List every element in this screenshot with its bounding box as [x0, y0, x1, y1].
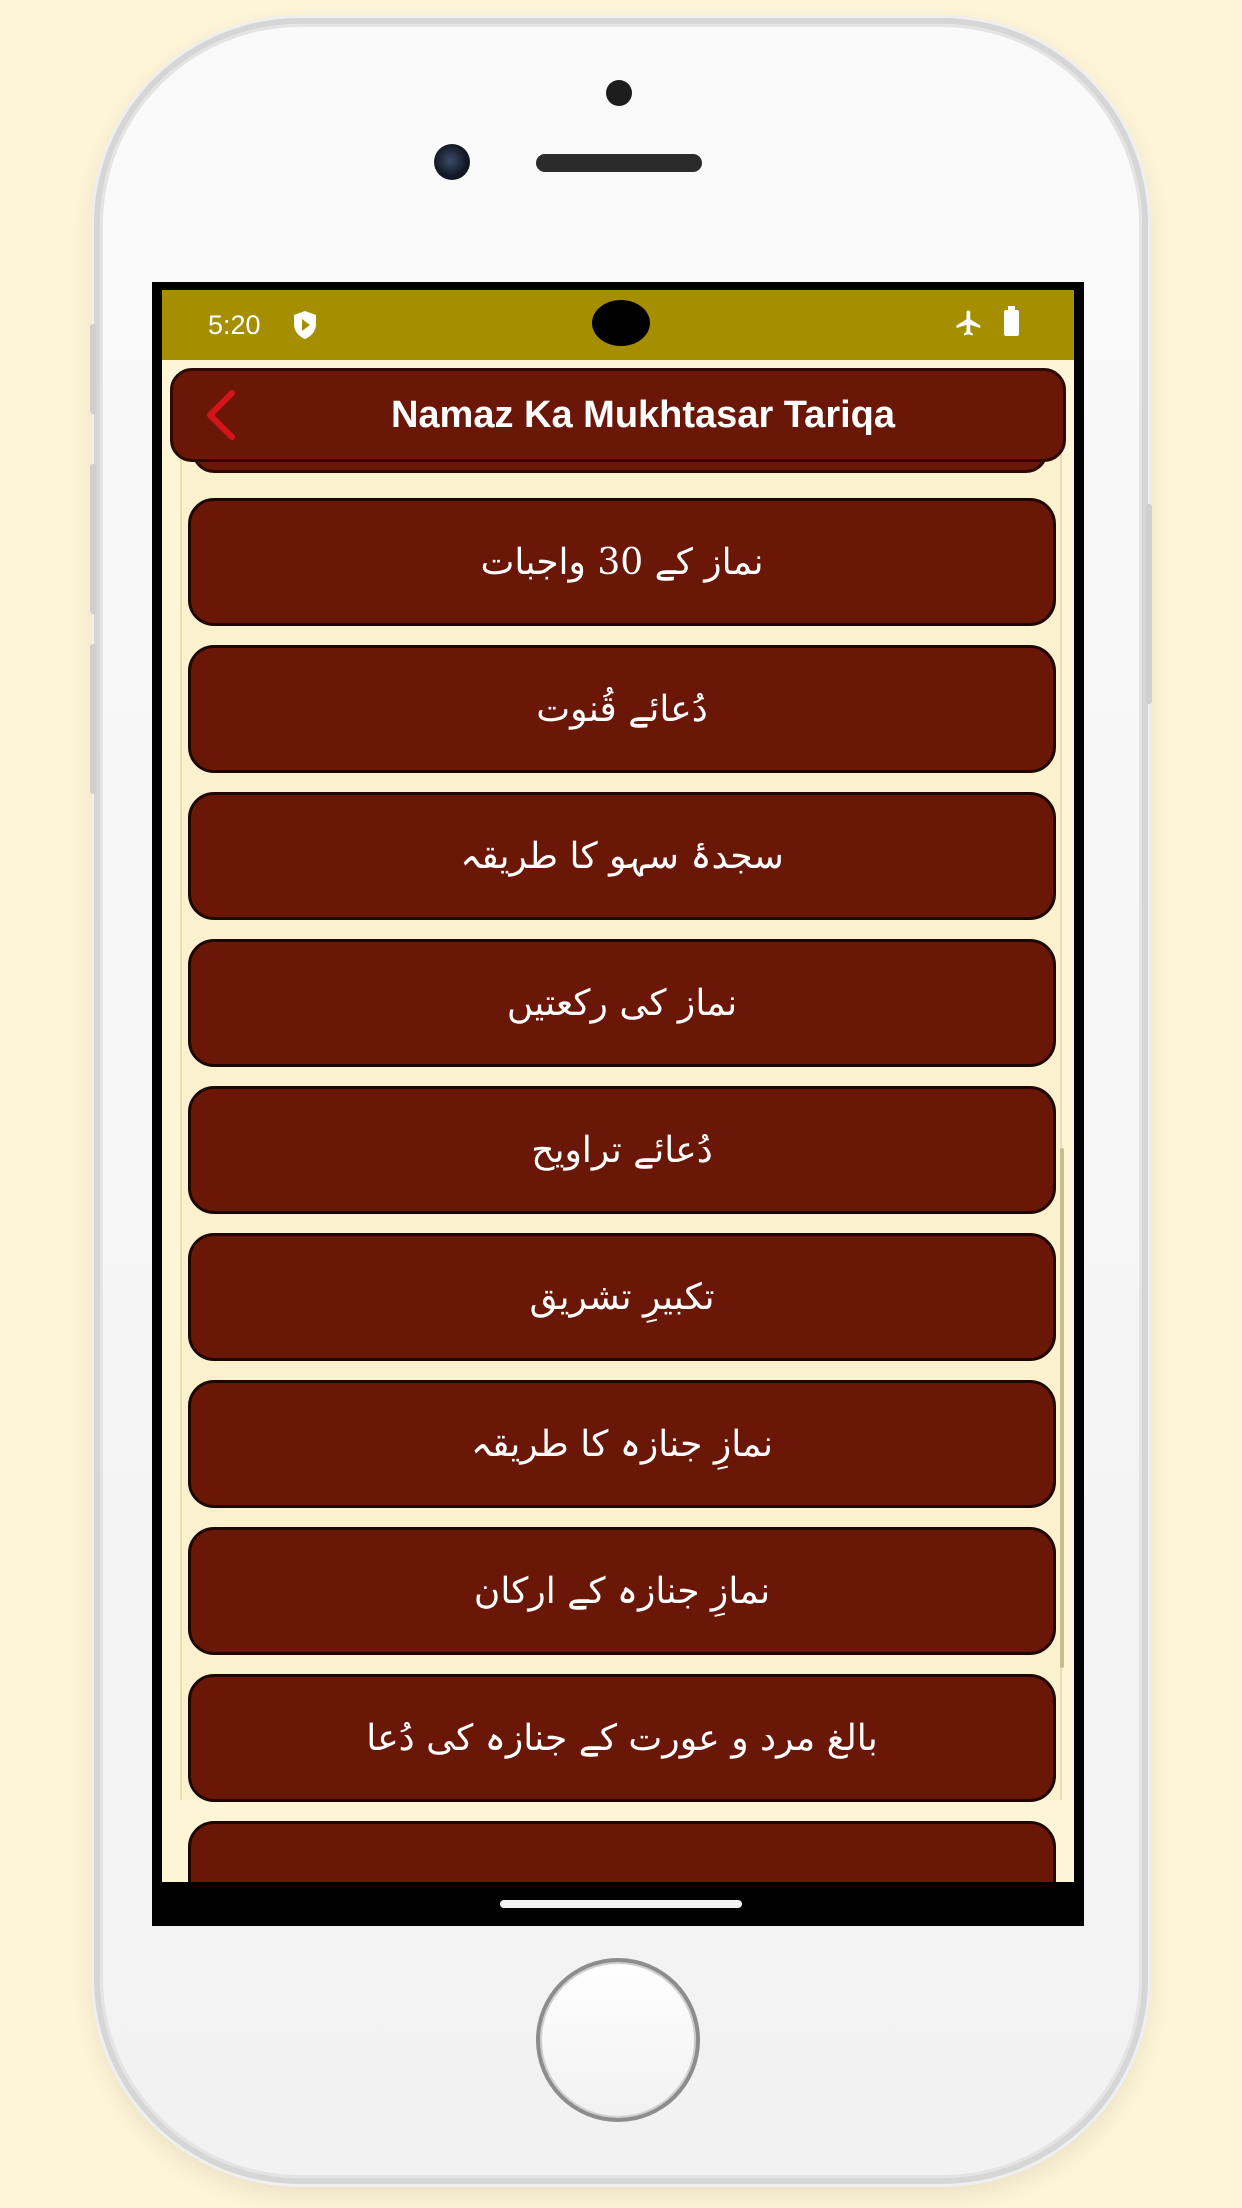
proximity-sensor	[606, 80, 632, 106]
home-indicator[interactable]	[500, 1900, 742, 1908]
menu-item-wajibat[interactable]: نماز کے 30 واجبات	[188, 498, 1056, 626]
menu-item-sajda-e-sahw[interactable]: سجدۂ سہو کا طریقہ	[188, 792, 1056, 920]
back-button[interactable]	[197, 385, 247, 445]
earpiece-speaker	[536, 154, 702, 172]
app-header	[170, 368, 1066, 462]
page-title: Namaz Ka Mukhtasar Tariqa	[390, 394, 896, 436]
menu-item-partial[interactable]	[188, 1821, 1056, 1882]
menu-item-namaz-e-janaza-tariqa[interactable]: نمازِ جنازہ کا طریقہ	[188, 1380, 1056, 1508]
shield-play-icon	[292, 310, 318, 340]
home-button[interactable]	[536, 1958, 700, 2122]
menu-item-dua-e-taraweeh[interactable]: دُعائے تراویح	[188, 1086, 1056, 1214]
menu-item-dua-e-qunoot[interactable]: دُعائے قُنوت	[188, 645, 1056, 773]
screen	[162, 290, 1074, 1882]
chevron-left-icon	[202, 389, 242, 441]
battery-icon	[1004, 310, 1019, 336]
airplane-icon	[954, 308, 984, 338]
menu-item-baligh-janaza-dua[interactable]: بالغ مرد و عورت کے جنازہ کی دُعا	[188, 1674, 1056, 1802]
volume-up-button	[90, 464, 96, 614]
menu-item-takbeer-e-tashreeq[interactable]: تکبیرِ تشریق	[188, 1233, 1056, 1361]
menu-item-rakatain[interactable]: نماز کی رکعتیں	[188, 939, 1056, 1067]
mute-switch	[90, 324, 96, 414]
front-camera	[434, 144, 470, 180]
power-button	[1146, 504, 1152, 704]
scrollbar[interactable]	[1060, 1148, 1064, 1668]
status-bar	[162, 290, 1074, 360]
volume-down-button	[90, 644, 96, 794]
menu-item-namaz-e-janaza-arkan[interactable]: نمازِ جنازہ کے ارکان	[188, 1527, 1056, 1655]
status-time: 5:20	[208, 310, 261, 340]
camera-cutout	[592, 300, 650, 346]
